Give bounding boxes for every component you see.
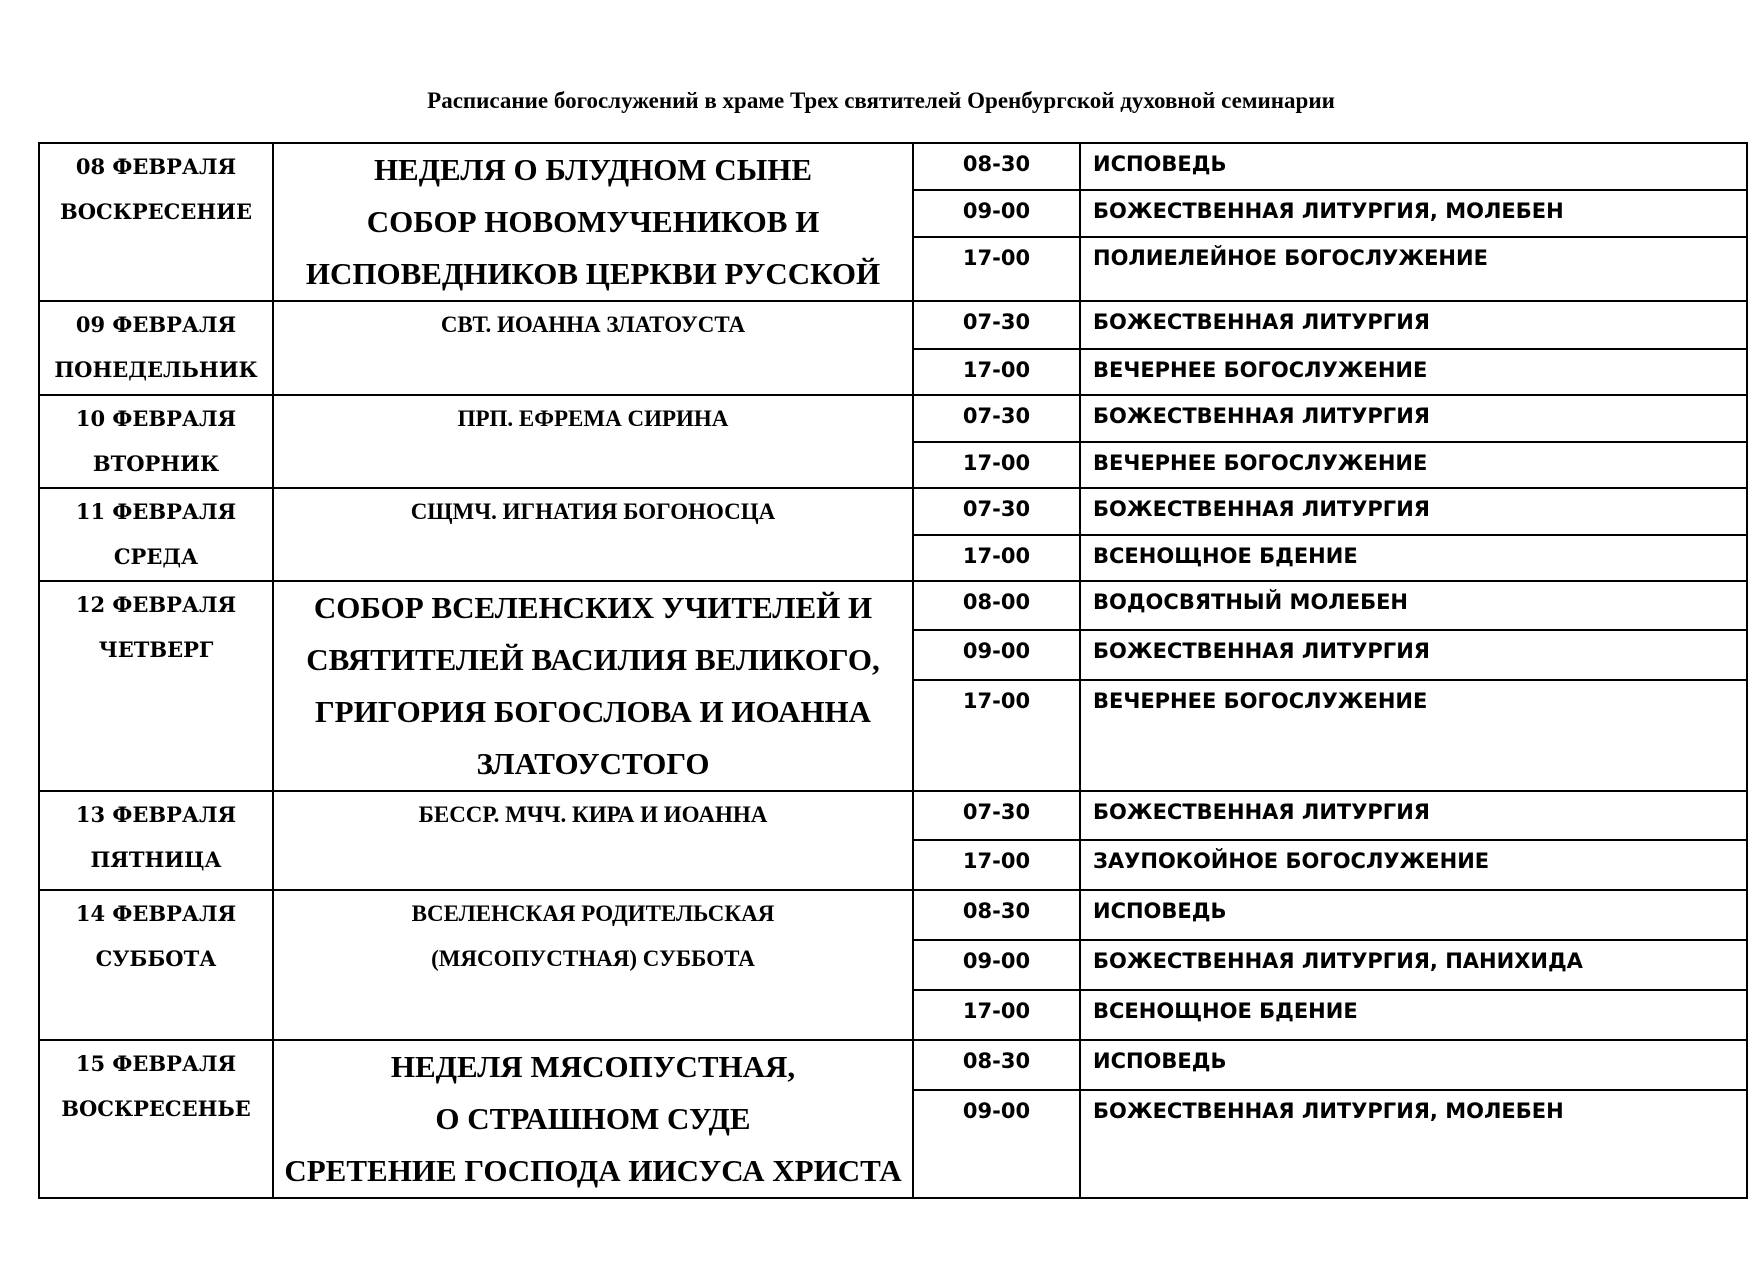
service-cell: ВЕЧЕРНЕЕ БОГОСЛУЖЕНИЕ — [1080, 680, 1747, 791]
weekday-label: ВТОРНИК — [92, 451, 220, 476]
service-cell: БОЖЕСТВЕННАЯ ЛИТУРГИЯ — [1080, 630, 1747, 679]
table-row — [39, 581, 1747, 630]
feast-line: СЩМЧ. ИГНАТИЯ БОГОНОСЦА — [410, 499, 776, 524]
feast-line: (МЯСОПУСТНАЯ) СУББОТА — [431, 946, 755, 971]
time-cell: 08-30 — [913, 143, 1080, 190]
feast-cell — [273, 395, 913, 488]
service-cell: ВЕЧЕРНЕЕ БОГОСЛУЖЕНИЕ — [1080, 349, 1747, 395]
time-cell: 17-00 — [913, 680, 1080, 791]
date-label: 13 ФЕВРАЛЯ — [75, 802, 237, 827]
date-label: 14 ФЕВРАЛЯ — [75, 901, 237, 926]
date-cell — [39, 143, 273, 301]
feast-cell — [273, 143, 913, 301]
feast-line: О СТРАШНОМ СУДЕ — [435, 1101, 751, 1136]
weekday-label: ЧЕТВЕРГ — [98, 637, 214, 662]
time-cell: 17-00 — [913, 349, 1080, 395]
time-cell: 17-00 — [913, 442, 1080, 488]
feast-cell — [273, 301, 913, 395]
weekday-label: СРЕДА — [113, 544, 199, 569]
table-row — [39, 890, 1747, 940]
feast-cell — [273, 488, 913, 581]
date-label: 15 ФЕВРАЛЯ — [75, 1051, 237, 1076]
weekday-label: СУББОТА — [95, 946, 217, 971]
service-cell: ВСЕНОЩНОЕ БДЕНИЕ — [1080, 990, 1747, 1040]
weekday-label: ПОНЕДЕЛЬНИК — [54, 357, 258, 382]
table-row — [39, 791, 1747, 840]
feast-cell — [273, 581, 913, 791]
feast-line: ВСЕЛЕНСКАЯ РОДИТЕЛЬСКАЯ — [411, 901, 775, 926]
time-cell: 09-00 — [913, 940, 1080, 990]
feast-cell — [273, 890, 913, 1040]
date-label: 08 ФЕВРАЛЯ — [75, 154, 237, 179]
page-title: Расписание богослужений в храме Трех святителей Оренбургской духовной семинарии — [427, 88, 1335, 113]
time-cell: 17-00 — [913, 840, 1080, 890]
time-cell: 09-00 — [913, 190, 1080, 237]
feast-line: ИСПОВЕДНИКОВ ЦЕРКВИ РУССКОЙ — [305, 256, 881, 291]
feast-line: СРЕТЕНИЕ ГОСПОДА ИИСУСА ХРИСТА — [284, 1153, 902, 1188]
time-cell: 17-00 — [913, 990, 1080, 1040]
feast-line: ЗЛАТОУСТОГО — [476, 746, 710, 781]
time-cell: 07-30 — [913, 395, 1080, 442]
service-cell: ЗАУПОКОЙНОЕ БОГОСЛУЖЕНИЕ — [1080, 840, 1747, 890]
time-cell: 07-30 — [913, 488, 1080, 535]
date-label: 11 ФЕВРАЛЯ — [75, 499, 237, 524]
feast-line: СОБОР НОВОМУЧЕНИКОВ И — [366, 204, 820, 239]
date-cell — [39, 395, 273, 488]
service-cell: ПОЛИЕЛЕЙНОЕ БОГОСЛУЖЕНИЕ — [1080, 237, 1747, 301]
feast-line: ГРИГОРИЯ БОГОСЛОВА И ИОАННА — [314, 694, 872, 729]
feast-line: БЕССР. МЧЧ. КИРА И ИОАННА — [418, 802, 768, 827]
feast-line: СВТ. ИОАННА ЗЛАТОУСТА — [440, 312, 746, 337]
time-cell: 09-00 — [913, 630, 1080, 679]
time-cell: 09-00 — [913, 1090, 1080, 1198]
table-row — [39, 301, 1747, 349]
date-cell — [39, 488, 273, 581]
date-cell — [39, 301, 273, 395]
table-row — [39, 1040, 1747, 1090]
service-cell: БОЖЕСТВЕННАЯ ЛИТУРГИЯ — [1080, 791, 1747, 840]
date-cell — [39, 581, 273, 791]
weekday-label: ВОСКРЕСЕНИЕ — [59, 199, 253, 224]
table-row — [39, 395, 1747, 442]
service-cell: БОЖЕСТВЕННАЯ ЛИТУРГИЯ, ПАНИХИДА — [1080, 940, 1747, 990]
feast-line: ПРП. ЕФРЕМА СИРИНА — [457, 406, 729, 431]
time-cell: 07-30 — [913, 301, 1080, 349]
date-cell — [39, 890, 273, 1040]
service-cell: ВСЕНОЩНОЕ БДЕНИЕ — [1080, 535, 1747, 581]
feast-line: СОБОР ВСЕЛЕНСКИХ УЧИТЕЛЕЙ И — [313, 590, 873, 625]
weekday-label: ПЯТНИЦА — [90, 847, 222, 872]
service-cell: ИСПОВЕДЬ — [1080, 890, 1747, 940]
date-label: 09 ФЕВРАЛЯ — [75, 312, 237, 337]
service-cell: БОЖЕСТВЕННАЯ ЛИТУРГИЯ — [1080, 488, 1747, 535]
weekday-label: ВОСКРЕСЕНЬЕ — [61, 1096, 251, 1121]
date-cell — [39, 1040, 273, 1198]
date-label: 10 ФЕВРАЛЯ — [75, 406, 237, 431]
feast-cell — [273, 791, 913, 890]
time-cell: 08-30 — [913, 1040, 1080, 1090]
service-cell: БОЖЕСТВЕННАЯ ЛИТУРГИЯ — [1080, 301, 1747, 349]
service-cell: ВОДОСВЯТНЫЙ МОЛЕБЕН — [1080, 581, 1747, 630]
table-row — [39, 143, 1747, 190]
service-cell: ИСПОВЕДЬ — [1080, 143, 1747, 190]
date-label: 12 ФЕВРАЛЯ — [75, 592, 237, 617]
feast-cell — [273, 1040, 913, 1198]
schedule-table — [38, 142, 1748, 1199]
service-cell: БОЖЕСТВЕННАЯ ЛИТУРГИЯ, МОЛЕБЕН — [1080, 1090, 1747, 1198]
feast-line: СВЯТИТЕЛЕЙ ВАСИЛИЯ ВЕЛИКОГО, — [306, 642, 880, 677]
time-cell: 08-30 — [913, 890, 1080, 940]
time-cell: 07-30 — [913, 791, 1080, 840]
time-cell: 17-00 — [913, 237, 1080, 301]
date-cell — [39, 791, 273, 890]
feast-line: НЕДЕЛЯ МЯСОПУСТНАЯ, — [390, 1049, 796, 1084]
service-cell: БОЖЕСТВЕННАЯ ЛИТУРГИЯ, МОЛЕБЕН — [1080, 190, 1747, 237]
feast-line: НЕДЕЛЯ О БЛУДНОМ СЫНЕ — [373, 152, 813, 187]
service-cell: ВЕЧЕРНЕЕ БОГОСЛУЖЕНИЕ — [1080, 442, 1747, 488]
table-row — [39, 488, 1747, 535]
service-cell: ИСПОВЕДЬ — [1080, 1040, 1747, 1090]
time-cell: 17-00 — [913, 535, 1080, 581]
service-cell: БОЖЕСТВЕННАЯ ЛИТУРГИЯ — [1080, 395, 1747, 442]
time-cell: 08-00 — [913, 581, 1080, 630]
